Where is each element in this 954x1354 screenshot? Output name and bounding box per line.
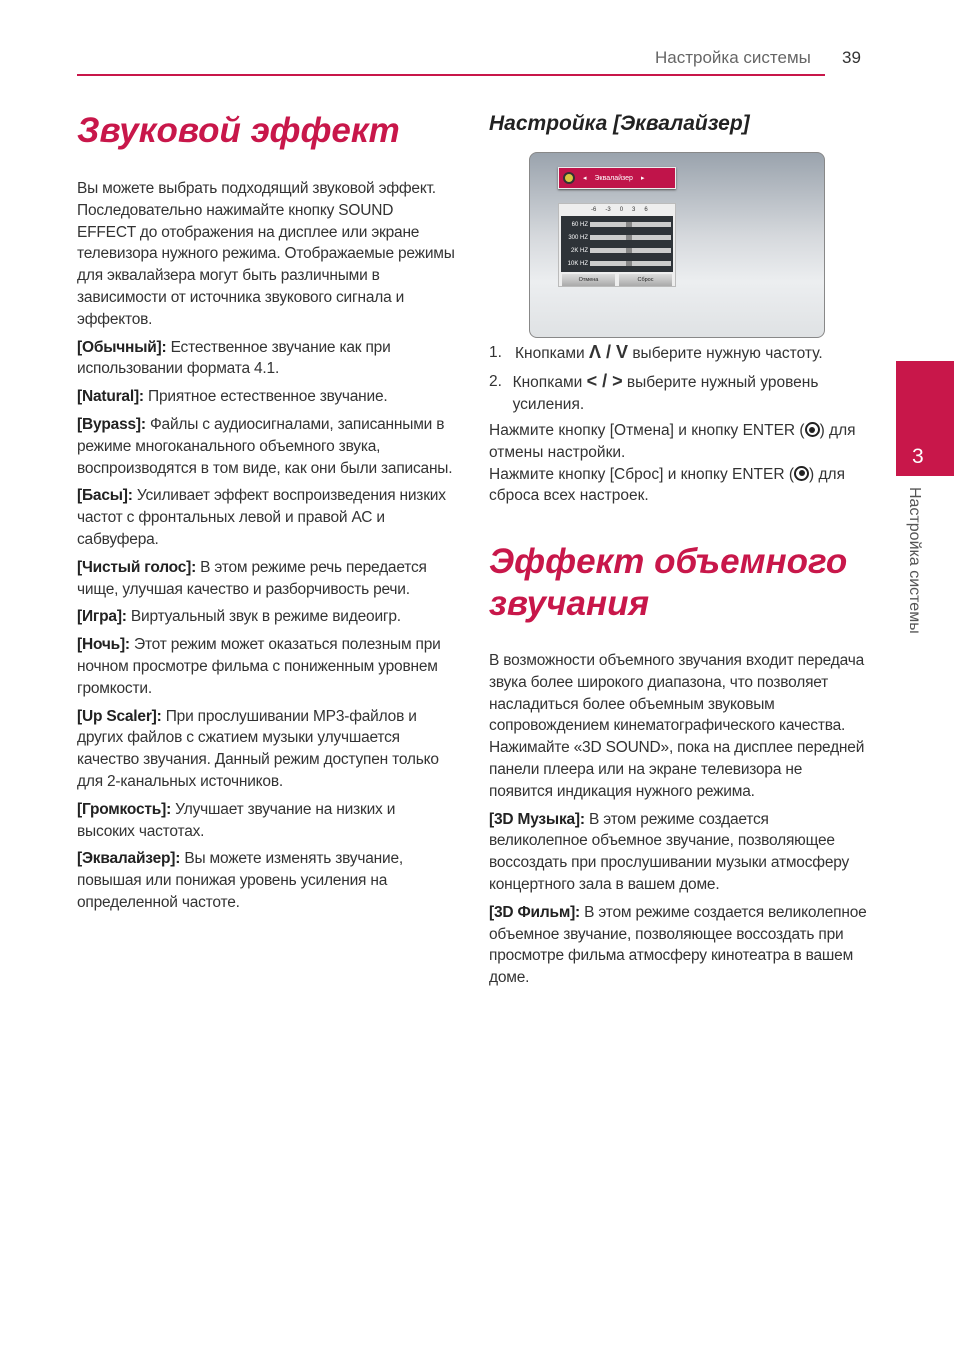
running-header: Настройка системы bbox=[655, 48, 811, 67]
mode-desc: В этом режиме создается великолепное объемное звучание, позволяющее воссоздать при просмотре фильма атмосферу кинотеатра в вашем доме. bbox=[489, 903, 867, 987]
mode-desc: Этот режим может оказаться полезным при ночном просмотре фильма с пониженным уровнем громкости. bbox=[77, 636, 441, 697]
title-surround: Эффект объемного звучания bbox=[489, 542, 848, 623]
mode-term: [Natural]: bbox=[77, 388, 144, 406]
mode-item bbox=[77, 706, 455, 793]
mode-term: [Громкость]: bbox=[77, 800, 172, 818]
sound-effect-text bbox=[77, 178, 455, 920]
mode-term: [Чистый голос]: bbox=[77, 558, 197, 576]
disc-icon bbox=[563, 172, 575, 184]
mode-item bbox=[77, 485, 455, 550]
mode-desc: Вы можете изменять звучание, повышая или понижая уровень усиления на определенной частоте. bbox=[77, 850, 403, 911]
mode-desc: В этом режиме речь передается чище, улучшая качество и разборчивость речи. bbox=[77, 558, 427, 598]
mode-item bbox=[77, 386, 455, 408]
mode-term: [Ночь]: bbox=[77, 636, 130, 654]
right-arrow-icon: ▸ bbox=[640, 175, 645, 182]
mode-item bbox=[489, 902, 867, 989]
note-reset: Нажмите кнопку [Сброс] и кнопку ENTER ( ) для сброса всех настроек. bbox=[489, 465, 845, 505]
step-pre: Кнопками bbox=[515, 345, 585, 362]
mode-desc: Усиливает эффект воспроизведения низких частот с фронтальных левой и правой АС и сабвуфера. bbox=[77, 487, 446, 548]
eq-band bbox=[563, 257, 671, 270]
cancel-button: Отмена bbox=[562, 274, 615, 286]
band-label: 2K HZ bbox=[570, 247, 588, 254]
page-number: 39 bbox=[842, 48, 861, 67]
surround-text bbox=[489, 650, 867, 995]
step-text bbox=[513, 371, 859, 416]
mode-item bbox=[77, 557, 455, 601]
mode-item bbox=[77, 337, 455, 381]
eq-scale bbox=[559, 204, 675, 216]
title-sound-effect: Звуковой эффект bbox=[77, 111, 400, 150]
scale-tick: 6 bbox=[644, 207, 648, 213]
band-slider bbox=[590, 248, 671, 253]
step-post: выберите нужный уровень усиления. bbox=[512, 373, 819, 413]
mode-item bbox=[77, 606, 455, 628]
mode-desc: При прослушивании MP3-файлов и других файлов с сжатием музыки улучшается качество звучания. Данный режим доступен только для 2-канальных источников. bbox=[77, 707, 439, 790]
header-rule bbox=[77, 74, 825, 76]
intro: Вы можете выбрать подходящий звуковой эффект. Последовательно нажимайте кнопку SOUND EFFECT до отображения на дисплее или экране телевизора нужного режима. Отображаемые режимы для эквалайзера могут быть различными в зависимости от источника звукового сигнала и эффектов. bbox=[77, 180, 455, 328]
slider-handle bbox=[626, 248, 632, 253]
mode-desc: В этом режиме создается великолепное объемное звучание, позволяющее воссоздать при прослушивании музыки атмосферу концертного зала в вашем доме. bbox=[489, 810, 850, 893]
mode-item bbox=[77, 634, 455, 699]
scale-tick: 0 bbox=[619, 207, 624, 213]
surround-intro: В возможности объемного звучания входит передача звука более широкого диапазона, что позволяет насладиться более объемным звуковым сопровождением кинематографического качества. Нажимайте «3D SOUND», пока на дисплее передней панели плеера или на экране телевизора не появится индикация нужного режима. bbox=[489, 652, 865, 800]
band-label: 60 HZ bbox=[571, 221, 588, 228]
mode-item bbox=[77, 848, 455, 913]
band-slider bbox=[590, 222, 671, 227]
step-post: выберите нужную частоту. bbox=[632, 345, 823, 362]
mode-desc: Файлы с аудиосигналами, записанными в режиме многоканального объемного звука, воспроизводятся в том виде, как они были записаны. bbox=[77, 415, 453, 477]
note-cancel: Нажмите кнопку [Отмена] и кнопку ENTER ( ) для отмены настройки. bbox=[489, 422, 856, 461]
mode-item bbox=[77, 414, 455, 479]
step-text bbox=[515, 342, 823, 365]
chapter-label: Настройка системы bbox=[906, 487, 923, 634]
mode-term: [3D Музыка]: bbox=[489, 810, 585, 828]
mode-desc: Улучшает звучание на низких и высоких частотах. bbox=[77, 800, 396, 840]
mode-desc: Естественное звучание как при использовании формата 4.1. bbox=[77, 338, 391, 378]
mode-term: [Эквалайзер]: bbox=[77, 850, 181, 868]
band-label: 10K HZ bbox=[567, 260, 588, 267]
mode-term: [Игра]: bbox=[77, 608, 127, 626]
enter-icon bbox=[794, 466, 809, 481]
chapter-tab: 3 bbox=[896, 361, 954, 476]
step-number: 2. bbox=[489, 372, 502, 390]
mode-item bbox=[77, 799, 455, 843]
selector-label: Эквалайзер bbox=[594, 174, 633, 182]
scale-tick: -6 bbox=[591, 207, 597, 213]
mode-term: [Up Scaler]: bbox=[77, 707, 162, 725]
band-label: 300 HZ bbox=[568, 234, 588, 241]
mode-item bbox=[489, 809, 867, 896]
slider-handle bbox=[626, 222, 632, 227]
mode-desc: Приятное естественное звучание. bbox=[148, 388, 388, 406]
eq-selector bbox=[558, 167, 676, 189]
band-slider bbox=[590, 235, 671, 240]
left-arrow-icon: ◂ bbox=[583, 175, 587, 182]
button-symbols: Λ / V bbox=[588, 342, 628, 362]
enter-icon bbox=[805, 422, 820, 437]
scale-tick: -3 bbox=[605, 207, 611, 213]
eq-band bbox=[563, 218, 671, 231]
slider-handle bbox=[626, 261, 632, 266]
eq-notes bbox=[489, 420, 859, 507]
mode-term: [Обычный]: bbox=[77, 338, 167, 356]
eq-band bbox=[563, 231, 671, 244]
step-item bbox=[489, 342, 859, 365]
eq-title: Настройка [Эквалайзер] bbox=[489, 112, 750, 135]
mode-term: [Басы]: bbox=[77, 487, 133, 505]
band-slider bbox=[590, 261, 671, 266]
step-pre: Кнопками bbox=[512, 373, 583, 391]
mode-desc: Виртуальный звук в режиме видеоигр. bbox=[130, 608, 401, 626]
eq-band bbox=[563, 244, 671, 257]
eq-screenshot bbox=[529, 152, 825, 338]
eq-steps bbox=[489, 342, 859, 421]
button-symbols: < / > bbox=[586, 370, 623, 391]
scale-tick: 3 bbox=[632, 207, 636, 213]
slider-handle bbox=[626, 235, 632, 240]
reset-button: Сброс bbox=[619, 274, 672, 286]
step-number: 1. bbox=[489, 344, 502, 361]
eq-panel bbox=[558, 203, 676, 287]
step-item bbox=[489, 371, 859, 416]
mode-term: [3D Фильм]: bbox=[489, 903, 581, 921]
mode-term: [Bypass]: bbox=[77, 415, 146, 433]
